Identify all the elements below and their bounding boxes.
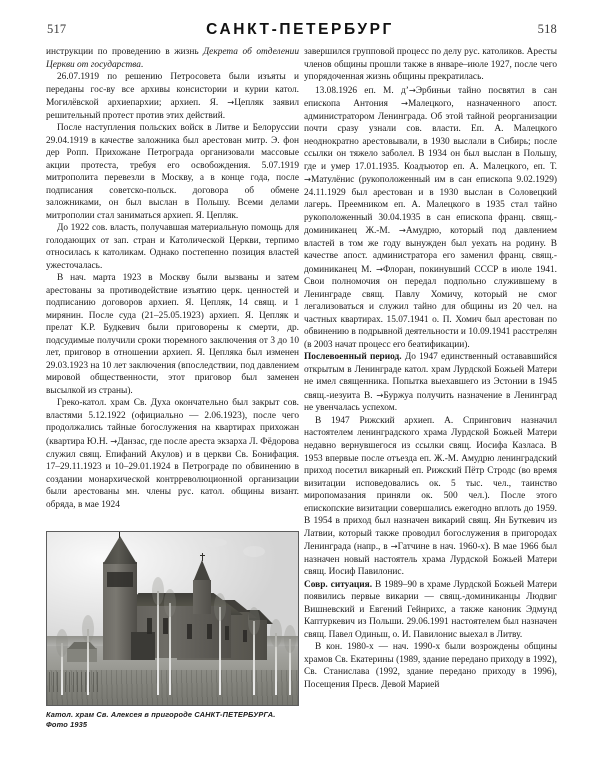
photo-birch-tree [61, 643, 63, 695]
folio-right: 518 [537, 22, 557, 36]
text-run: инструкции по проведению в жизнь [46, 47, 204, 57]
text-run: Амудрю, который под давлением властей в том же году вынужден был уехать на родину. В качестве апост. администратора его заменил франц. свящ.-доминиканец М. [304, 226, 557, 275]
cross-reference-arrow-icon: → [398, 225, 406, 236]
text-run: В 1947 Рижский архиеп. А. Спрингович назначил настоятелем ленинградского храма Лурдской Божьей Матери недавно вернувшегося из ссылки свящ. Иосифа Казласа. В 1953 впервые после отъезда еп. Ж.-М. Амудрю ленинградский приход посетил викарный еп. Рижский Пётр Стродс (во время визитации исповедовались ок. 5 тыс. чел., таинство миропомазания приняли ок. 500 чел.). После этого епископские визитации совершались ежегодно вплоть до 1959. В 1954 в приход был назначен викарий свящ. Ян Буткевич из Латвии, который также проводил богослужения в пригородах Ленинграда (напр., в [304, 415, 557, 553]
paragraph [46, 272, 299, 397]
cross-reference-arrow-icon: → [376, 389, 384, 400]
cross-reference-arrow-icon: → [304, 174, 312, 185]
photo-sky-blotch [243, 546, 265, 557]
photo-birch-tree [87, 629, 89, 695]
cross-reference-arrow-icon: → [110, 435, 118, 446]
photo-sky-blotch [197, 538, 227, 547]
text-run: 13.08.1926 еп. М. д’ [315, 85, 409, 96]
photo-birch-tree [169, 603, 171, 695]
text-run: Цепляк заявил решительный протест против этих действий. [46, 98, 299, 121]
photo-church-window [187, 624, 192, 639]
text-run: Флоран, покинувший СССР в июле 1941. Свои полномочия он передал подпольно служившему в Ленинграде свящ. Павлу Хомичу, который не смог легализоваться и служил тайно для общины из 20 чел. на частных квартирах. 15.07.1941 о. П. Хомич был арестован по обвинению в подрывной деятельности и 10.09.1941 расстрелян (в 2003 начат процесс его беатификации). [304, 264, 557, 350]
paragraph [46, 222, 299, 272]
paragraph [304, 579, 557, 642]
text-run: До 1922 сов. власть, получавшая материальную помощь для голодающих от зап. стран и Католической Церкви, терпимо относилась к католикам. Однако постепенно позиция властей ужесточалась. [46, 223, 299, 271]
italic-run: Декрета об отделении Церкви от государства [46, 47, 299, 70]
paragraph [304, 84, 557, 352]
photograph [46, 531, 299, 706]
photo-birch-tree [275, 633, 277, 695]
photo-birch-tree [157, 591, 159, 695]
text-run: Гатчине в нач. 1960-х). В мае 1966 был назначен новый настоятель храма Лурдской Божьей Матери свящ. Иосиф Павилонис. [304, 542, 557, 578]
paragraph [304, 641, 557, 691]
page-title: САНКТ-ПЕТЕРБУРГ [206, 21, 394, 38]
photo-church-window [225, 626, 229, 640]
text-run: Эрбиньи тайно посвятил в сан епископа Антония [304, 85, 557, 110]
photo-church-porch [131, 632, 155, 660]
cross-icon [202, 553, 203, 561]
running-head [0, 22, 600, 42]
section-heading-run: Совр. ситуация. [304, 579, 373, 590]
section-heading-run: Послевоенный период. [304, 352, 402, 363]
photo-fence [49, 672, 101, 692]
photo-birch-tree [253, 621, 255, 695]
text-run: Матулёнис (рукоположенный им в сан епископа 9.02.1929) 24.11.1929 был арестован и в 1930 выслан в Соловецкий лагерь. Преемником еп. А. Малецкого в 1935 стал тайно рукоположенный 30.04.1935 в сан епископа франц. свящ.-доминиканец Ж.-М. [304, 175, 557, 237]
text-run: В нач. марта 1923 в Москву были вызваны и затем арестованы за противодействие изъятию церк. ценностей и подписанию договоров архиеп. Я. Цепляк, 14 свящ. и 1 мирянин. После суда (21–25.05.1923) архиеп. Я. Цепляк и прелат К.Р. Будкевич были приговорены к смерти, др. подсудимые получили сроки тюремного заключения от 3 до 10 лет, приговор в отношении архиеп. Я. Цепляка был изменен 29.03.1923 на 10 лет заключения (впоследствии, под давлением мировой общественности, этот приговор был заменен высылкой из страны). [46, 273, 299, 396]
column-left [46, 46, 299, 511]
cross-reference-arrow-icon: → [390, 541, 398, 552]
text-run: завершился групповой процесс по делу рус. католиков. Аресты членов общины прошли также в январе–июле 1927, после чего упорядоченная жизнь общины прекратилась. [304, 47, 557, 83]
paragraph [46, 397, 299, 511]
cross-reference-arrow-icon: → [408, 84, 416, 95]
photo-church-window [147, 618, 152, 634]
photo-birch-tree [289, 639, 291, 695]
cross-icon [119, 531, 120, 538]
paragraph [46, 71, 299, 122]
photo-church-window [243, 630, 247, 642]
paragraph [46, 122, 299, 222]
text-run: Данзас, где после ареста экзарха Л. Фёдорова служил свящ. Епифаний Акулов) и в церкви Св. Бонифация. 17–29.11.1923 и 10–29.01.1924 в Петрограде по обвинению в создании монархической контрреволюционной организации были арестованы мн. члены рус. катол. общины визант. обряда, в мае 1924 [46, 436, 299, 510]
text-run: В кон. 1980-х — нач. 1990-х были возрождены общины храмов Св. Екатерины (1989, здание передано приходу в 1992), Св. Станислава (1992, здание передано приходу в 1996), Посещения Пресв. Девой Марией [304, 642, 557, 690]
photo-church-belfry-opening [107, 572, 133, 587]
figure [46, 531, 299, 730]
text-run: Малецкого, назначенного апост. администратором Ленинграда. Об этой тайной реорганизации почти сразу узнали сов. власти. Еп. А. Малецкого неоднократно арестовывали, в 1930 выслали в Сибирь; после ссылки он тяжело заболел. В 1934 он был выслан в Польшу, где и умер 17.01.1935. Коадъютор еп. А. Малецкого, еп. Т. [304, 99, 557, 172]
text-run: 26.07.1919 по решению Петросовета были изъяты и переданы гос-ву все архивы консистории и курии катол. Могилёвской архиепархии; архиеп. Я. [46, 72, 299, 109]
cross-reference-arrow-icon: → [400, 98, 408, 109]
photo-birch-tree [219, 607, 221, 695]
photo-church-window [163, 618, 168, 634]
photo-church-window [207, 624, 212, 639]
text-run: До 1947 единственный остававшийся открытым в Ленинграде катол. храм Лурдской Божьей Матери не имел священника. Попытка выехавшего из Эстонии в 1945 свящ.-иезуита В. [304, 352, 557, 401]
text-run: После наступления польских войск в Литве и Белоруссии 29.04.1919 в качестве заложника был арестован митр. Э. фон дер Ропп. Прихожане Петрограда организовали массовые акции протеста, требуя его освобождения. 5.07.1919 митрополита перевезли в Москву, а в конце года, после подписания советско-польск. договора об обмене заложниками, он был выслан в Польшу. Всеми делами митрополии стал заниматься архиеп. Я. Цепляк. [46, 123, 299, 221]
figure-caption: Катол. храм Св. Алексея в пригороде САНКТ-ПЕТЕРБУРГА. Фото 1935 [46, 710, 276, 729]
text-run: Греко-катол. храм Св. Духа окончательно был закрыт сов. властями 5.12.1922 (официально — 2.06.1923), после чего продолжались тайные богослужения на квартирах прихожан (квартира Ю.Н. [46, 398, 299, 447]
column-right [304, 46, 557, 691]
paragraph [46, 46, 299, 71]
text-run: Буржуа получить назначение в Ленинград не увенчалась успехом. [304, 390, 558, 414]
cross-reference-arrow-icon: → [227, 97, 235, 108]
paragraph [304, 46, 557, 84]
text-run: . [140, 59, 144, 70]
folio-left: 517 [47, 22, 67, 36]
photo-church-turret [193, 580, 211, 614]
paragraph [304, 415, 557, 579]
cross-reference-arrow-icon: → [375, 263, 384, 274]
photo-outbuilding [67, 648, 97, 662]
paragraph [304, 351, 557, 415]
text-run: В 1989–90 в храме Лурдской Божьей Матери появились первые викарии — свящ.-доминиканцы Людвиг Вишневский и Евгений Гейнрихс, а также каноник Эдмунд Каптуркевич из Польши. 29.06.1991 настоятелем был назначен свящ. Павел Одиньш, о. И. Павилонис выехал в Литву. [304, 579, 557, 640]
